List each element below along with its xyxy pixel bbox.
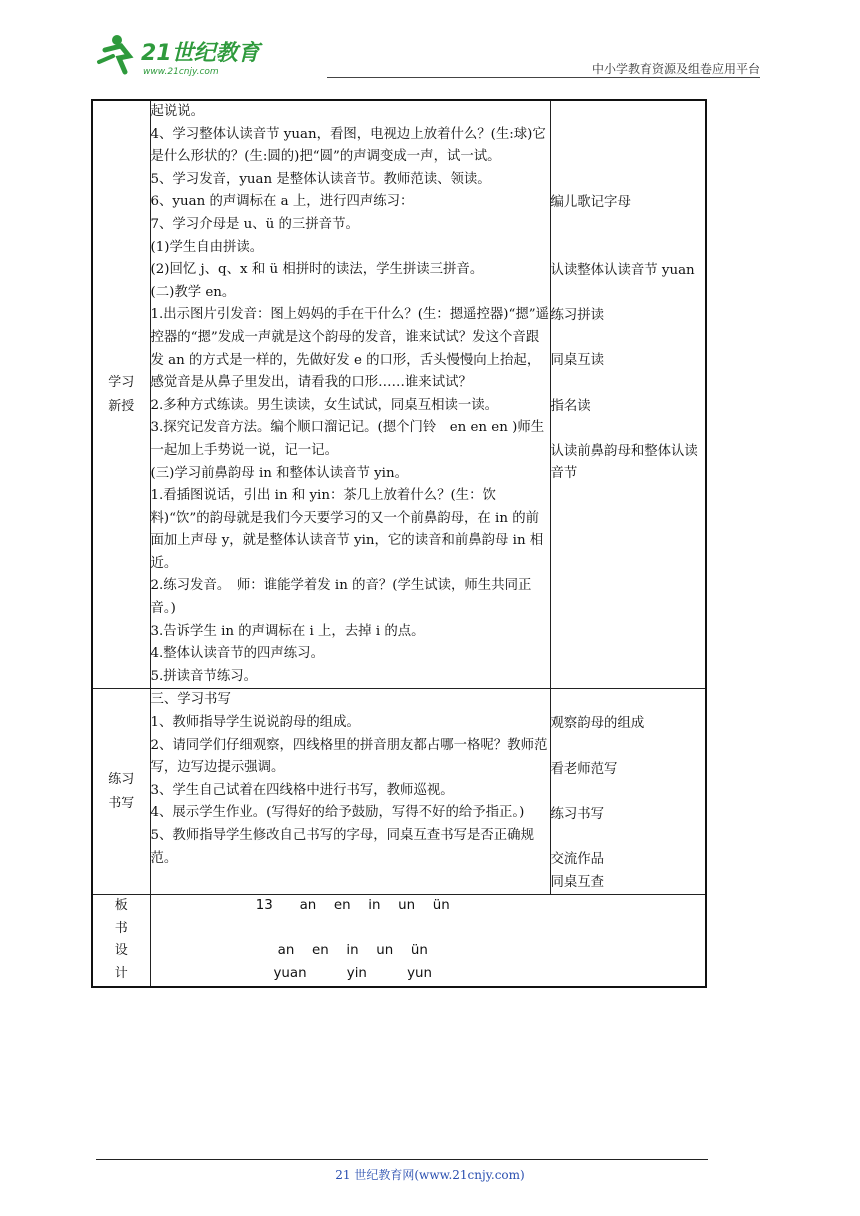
activity-item: 同桌互查 — [550, 874, 605, 890]
activity-item: 同桌互读 — [550, 353, 605, 369]
logo-url: www.21cnjy.com — [143, 67, 219, 77]
content-paragraph: (2)回忆 j、q、x 和 ü 相拼时的读法，学生拼读三拼音。 — [150, 262, 484, 278]
activity-item: 看老师范写 — [550, 761, 618, 777]
section-label — [92, 689, 150, 895]
content-paragraph: 3.告诉学生 in 的声调标在 i 上，去掉 i 的点。 — [150, 623, 425, 639]
student-activities — [550, 100, 706, 689]
content-paragraph: 5、教师指导学生修改自己书写的字母，同桌互查书写是否正确规范。 — [150, 828, 534, 866]
content-paragraph: 4、学习整体认读音节 yuan，看图，电视边上放着什么？(生:球)它是什么形状的？(生:圆的)把“圆”的声调变成一声，试一试。 — [150, 126, 546, 165]
activity-item: 练习书写 — [550, 806, 605, 822]
section-label-line: 学习 — [108, 374, 135, 390]
content-paragraph: 4.整体认读音节的四声练习。 — [150, 646, 324, 662]
content-paragraph: (1)学生自由拼读。 — [150, 239, 264, 255]
logo-title: 21世纪教育 — [141, 41, 260, 66]
board-label-char: 板 — [114, 898, 128, 914]
content-paragraph: 5.拼读音节练习。 — [150, 668, 258, 684]
content-paragraph: 1.出示图片引发音：图上妈妈的手在干什么？(生：摁遥控器)“摁”遥控器的“摁”发成一声就是这个韵母的发音，谁来试试？发这个音跟发 an 的方式是一样的，先做好发 e 的口形，舌头慢慢向上抬起，感觉音是从鼻子里发出，请看我的口形……谁来试试？ — [150, 307, 549, 391]
content-paragraph: 三、学习书写 — [150, 692, 231, 708]
content-paragraph: 5、学习发音，yuan 是整体认读音节。教师范读、领读。 — [150, 171, 491, 187]
section-label-line: 练习 — [108, 771, 135, 787]
lesson-plan-table — [91, 99, 707, 988]
board-line-finals: an en in un ün — [277, 943, 428, 959]
header-platform-name: 中小学教育资源及组卷应用平台 — [591, 62, 760, 76]
section-row — [92, 100, 706, 689]
section-content — [150, 100, 550, 689]
activity-item: 编儿歌记字母 — [550, 195, 631, 211]
section-label-line: 新授 — [108, 398, 135, 414]
content-paragraph: 2.多种方式练读。男生读读，女生试试，同桌互相读一读。 — [150, 397, 499, 413]
footer-site-link[interactable]: 21 世纪教育网(www.21cnjy.com) — [335, 1168, 525, 1182]
board-content — [150, 895, 706, 987]
section-row — [92, 689, 706, 895]
activity-item: 认读整体认读音节 yuan — [550, 262, 695, 278]
content-paragraph: (三)学习前鼻韵母 in 和整体认读音节 yin。 — [150, 465, 408, 481]
content-paragraph: 2、请同学们仔细观察，四线格里的拼音朋友都占哪一格呢？教师范写，边写边提示强调。 — [150, 737, 548, 776]
content-paragraph: 7、学习介母是 u、ü 的三拼音节。 — [150, 216, 359, 232]
board-line-title: 13 an en in un ün — [255, 898, 450, 914]
activity-item: 认读前鼻韵母和整体认读音节 — [550, 443, 698, 482]
content-paragraph: 3.探究记发音方法。编个顺口溜记记。(摁个门铃 en en en )师生一起加上手势说一说，记一记。 — [150, 420, 545, 458]
activity-item: 交流作品 — [550, 852, 605, 867]
footer-divider — [96, 1159, 708, 1160]
site-logo — [95, 32, 275, 78]
activity-item: 指名读 — [550, 398, 591, 414]
content-paragraph: 2.练习发音。 师：谁能学着发 in 的音？(学生试读，师生共同正音。) — [150, 578, 532, 617]
board-label — [92, 895, 150, 987]
section-label — [92, 100, 150, 689]
board-label-char: 计 — [114, 965, 128, 981]
student-activities — [550, 689, 706, 895]
content-paragraph: 起说说。 — [150, 104, 205, 119]
content-paragraph: 6、yuan 的声调标在 a 上，进行四声练习： — [150, 194, 414, 210]
board-spacer — [151, 918, 706, 941]
content-paragraph: (二)教学 en。 — [150, 284, 236, 300]
content-paragraph: 1.看插图说话，引出 in 和 yin：茶几上放着什么？(生：饮料)“饮”的韵母就是我们今天要学习的又一个前鼻韵母，在 in 的前面加上声母 y，就是整体认读音节 yin，它的读音和前鼻韵母 in 相近。 — [150, 488, 544, 571]
content-paragraph: 3、学生自己试着在四线格中进行书写，教师巡视。 — [150, 782, 454, 798]
section-label-line: 书写 — [108, 795, 135, 811]
board-line-syllables: yuan yin yun — [273, 965, 432, 981]
activity-item: 练习拼读 — [550, 308, 605, 324]
board-label-char: 设 — [114, 943, 128, 959]
content-paragraph: 4、展示学生作业。(写得好的给予鼓励，写得不好的给予指正。) — [150, 805, 525, 821]
section-content — [150, 689, 550, 895]
content-paragraph: 1、教师指导学生说说韵母的组成。 — [150, 715, 360, 731]
header-divider — [327, 77, 760, 78]
board-label-char: 书 — [114, 920, 128, 936]
board-row — [92, 895, 706, 987]
page-header — [95, 32, 760, 80]
activity-item: 观察韵母的组成 — [550, 716, 645, 732]
